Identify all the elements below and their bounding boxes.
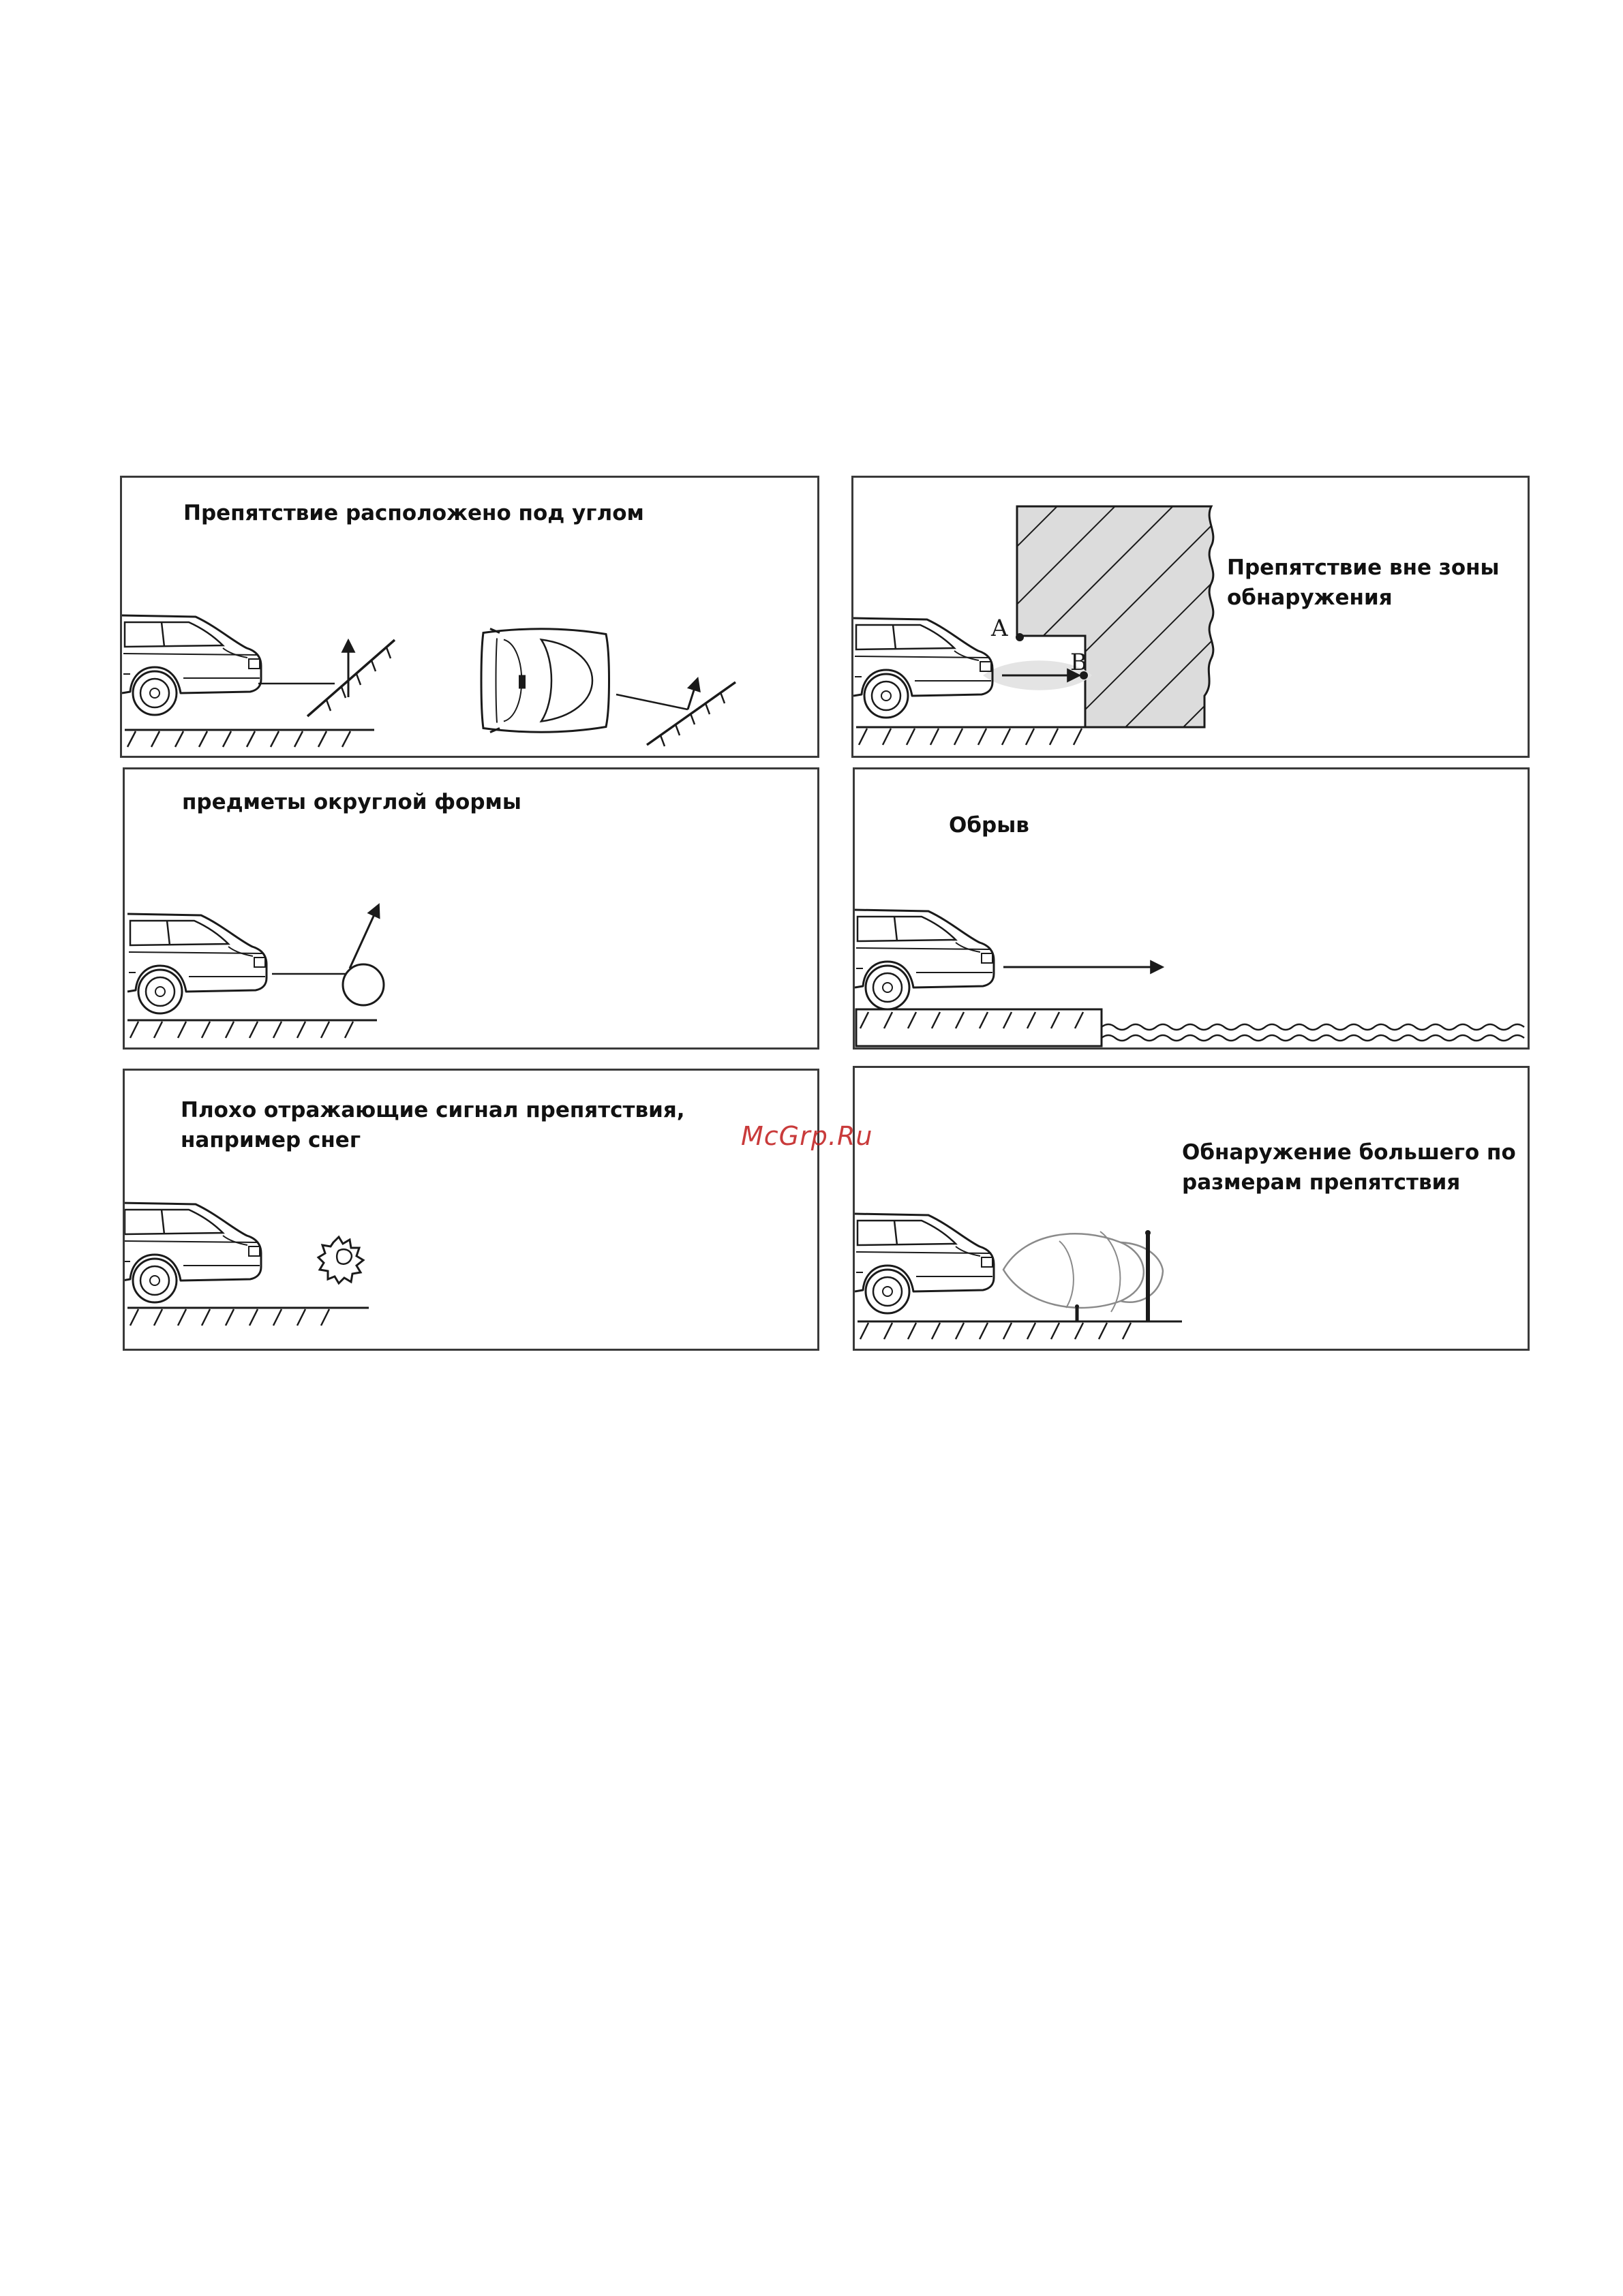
panel-caption: Препятствие расположено под углом xyxy=(183,501,644,525)
panel-caption: предметы округлой формы xyxy=(182,790,521,814)
drop-off-illustration xyxy=(855,769,1528,1047)
panel-caption: Обрыв xyxy=(949,813,1029,838)
point-label-b: B xyxy=(1070,649,1087,676)
out-of-range-illustration xyxy=(853,478,1528,756)
panel-caption: Препятствие вне зоны обнаружения xyxy=(1227,555,1500,610)
point-label-a: A xyxy=(991,615,1008,642)
angled-obstacle-illustration xyxy=(122,478,817,756)
panel-drop-off xyxy=(853,767,1530,1050)
watermark-text: McGrp.Ru xyxy=(741,1121,873,1151)
round-object-illustration xyxy=(125,769,817,1047)
panel-larger-obstacle xyxy=(853,1066,1530,1351)
panel-out-of-range-obstacle xyxy=(851,476,1530,758)
large-obstacle-illustration xyxy=(855,1068,1528,1349)
panel-caption: Обнаружение большего по размерам препятствия xyxy=(1182,1140,1516,1195)
panel-round-objects xyxy=(123,767,819,1050)
panel-angled-obstacle xyxy=(120,476,819,758)
panel-poor-reflection xyxy=(123,1069,819,1351)
snow-illustration xyxy=(125,1071,817,1349)
panel-caption: Плохо отражающие сигнал препятствия, например снег xyxy=(181,1098,685,1152)
